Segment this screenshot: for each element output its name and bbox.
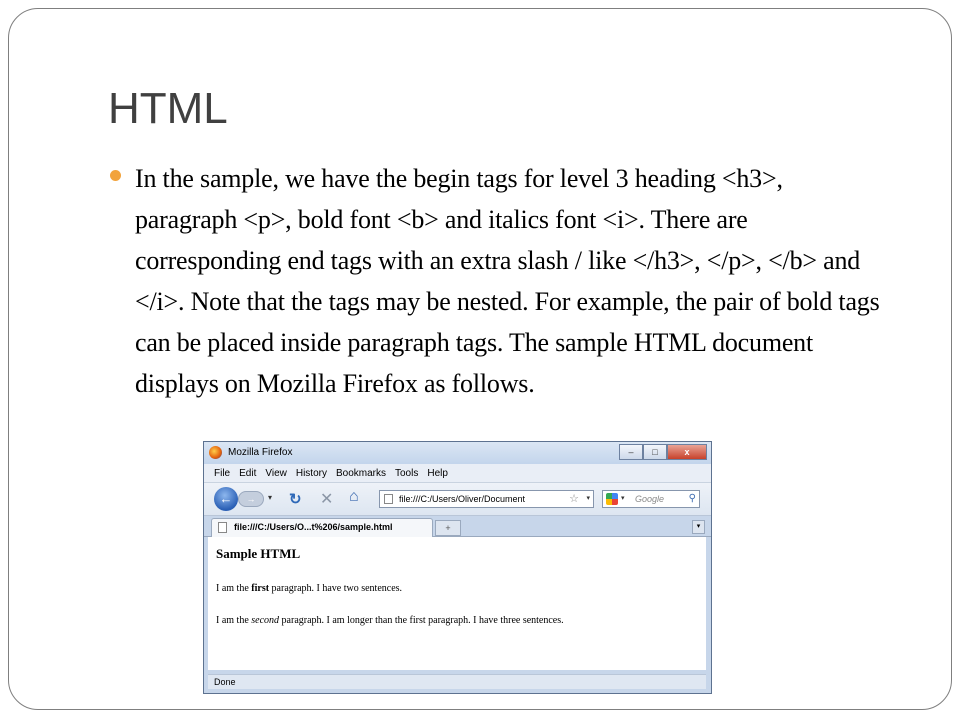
search-engine-dropdown-icon[interactable]: ▾ (621, 495, 625, 502)
page-icon (218, 522, 227, 533)
paragraph-1-start: I am the (216, 583, 252, 594)
paragraph-2-end: paragraph. I am longer than the first paragraph. I have three sentences. (279, 615, 564, 626)
browser-window-title: Mozilla Firefox (228, 447, 293, 458)
paragraph-2-start: I am the (216, 615, 252, 626)
minimize-button[interactable]: – (619, 444, 643, 460)
slide-title: HTML (108, 84, 228, 133)
bullet-item (110, 158, 890, 404)
paragraph-1-bold: first (251, 583, 270, 594)
close-button[interactable]: x (667, 444, 707, 460)
reload-icon[interactable]: ↻ (289, 491, 302, 508)
page-paragraph-2 (216, 615, 564, 626)
address-dropdown-icon[interactable]: ▾ (586, 495, 590, 502)
browser-titlebar (204, 442, 711, 464)
stop-icon[interactable]: ✕ (320, 491, 334, 508)
paragraph-1-end: paragraph. I have two sentences. (269, 583, 403, 594)
menu-bookmarks[interactable]: Bookmarks (335, 467, 386, 479)
address-bar[interactable] (379, 490, 594, 508)
bullet-dot-icon (110, 170, 121, 181)
browser-menubar (204, 464, 711, 483)
page-icon (384, 494, 393, 504)
history-dropdown-icon[interactable]: ▾ (268, 493, 273, 502)
tab-list-dropdown-icon[interactable]: ▾ (692, 520, 705, 534)
page-paragraph-1 (216, 583, 402, 594)
paragraph-2-italic: second (251, 615, 280, 626)
bullet-text: In the sample, we have the begin tags for level 3 heading <h3>, paragraph <p>, bold font <b> and italics font <i>. There are corresponding end tags with an extra slash / like </h3>, </p>, </b> and </i>. Note that the tags may be nested. For example, the pair of bold tags can be placed inside paragraph tags. The sample HTML document displays on Mozilla Firefox as follows. (135, 164, 880, 398)
menu-file[interactable]: File (214, 467, 231, 479)
menu-help[interactable]: Help (427, 467, 448, 479)
bookmark-star-icon[interactable]: ☆ (569, 493, 579, 505)
browser-page-content (208, 537, 706, 670)
tab-sample-html[interactable] (211, 518, 433, 537)
tab-label: file:///C:/Users/O...t%206/sample.html (234, 522, 393, 532)
google-icon (606, 493, 618, 505)
status-bar: Done (208, 674, 706, 689)
menu-tools[interactable]: Tools (395, 467, 419, 479)
firefox-screenshot (203, 441, 712, 694)
search-icon[interactable]: ⚲ (688, 493, 696, 504)
search-box[interactable] (602, 490, 700, 508)
firefox-logo-icon (209, 446, 222, 459)
search-placeholder: Google (635, 494, 665, 504)
page-heading: Sample HTML (216, 546, 301, 561)
address-text: file:///C:/Users/Oliver/Document (399, 494, 526, 504)
back-arrow-icon[interactable]: ← (214, 487, 238, 511)
home-icon[interactable]: ⌂ (349, 488, 359, 505)
menu-history[interactable]: History (295, 467, 327, 479)
new-tab-button[interactable]: + (435, 520, 461, 536)
browser-navbar (204, 483, 711, 516)
window-controls (619, 444, 707, 460)
browser-tabbar (204, 516, 711, 537)
maximize-button[interactable]: □ (643, 444, 667, 460)
menu-view[interactable]: View (265, 467, 287, 479)
menu-edit[interactable]: Edit (239, 467, 257, 479)
forward-arrow-icon[interactable]: → (238, 491, 264, 507)
